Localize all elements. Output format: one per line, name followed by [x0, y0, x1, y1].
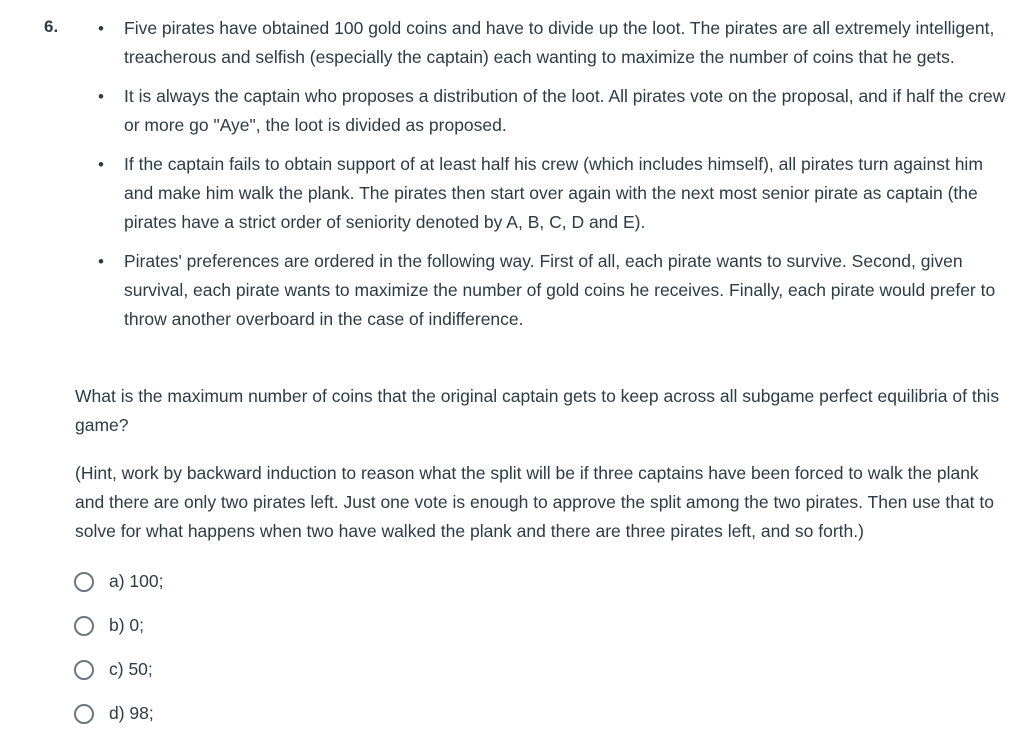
bullet-text: Pirates' preferences are ordered in the following way. First of all, each pirate wants to survive. Second, given survival, each pirate wants to maximize the number of gold coins he receives. Finally, each pirate would prefer to throw another overboard in the case of indifference. [124, 251, 996, 329]
bullet-dot-icon: • [98, 155, 104, 174]
bullet-item-2 [92, 82, 1007, 140]
answer-option-a[interactable] [74, 567, 163, 596]
answer-option-c[interactable] [74, 655, 163, 684]
answer-option-label[interactable]: c) 50; [109, 659, 153, 679]
question-hint: (Hint, work by backward induction to reason what the split will be if three captains have been forced to walk the plank and there are only two pirates left. Just one vote is enough to approve the split among the two pirates. Then use that to solve for what happens when two have walked the plank and there are three pirates left, and so forth.) [75, 463, 994, 541]
question-bullet-list [92, 14, 1007, 344]
bullet-dot-icon: • [98, 19, 104, 38]
bullet-text: Five pirates have obtained 100 gold coins and have to divide up the loot. The pirates are all extremely intelligent, treacherous and selfish (especially the captain) each wanting to maximize the number of coins that he gets. [124, 18, 995, 67]
bullet-dot-icon: • [98, 252, 104, 271]
bullet-dot-icon: • [98, 87, 104, 106]
question-number: 6. [44, 17, 59, 36]
radio-unchecked-icon[interactable] [74, 660, 94, 680]
bullet-text: It is always the captain who proposes a distribution of the loot. All pirates vote on the proposal, and if half the crew or more go "Aye", the loot is divided as proposed. [124, 86, 1006, 135]
answer-option-label[interactable]: d) 98; [109, 703, 154, 723]
bullet-item-1 [92, 14, 1007, 72]
bullet-item-4 [92, 247, 1007, 334]
answer-option-d[interactable] [74, 699, 163, 728]
answer-option-label[interactable]: a) 100; [109, 571, 164, 591]
answer-options [74, 567, 163, 743]
question-prompt: What is the maximum number of coins that the original captain gets to keep across all subgame perfect equilibria of this game? [75, 386, 1000, 435]
bullet-item-3 [92, 150, 1007, 237]
radio-unchecked-icon[interactable] [74, 572, 94, 592]
radio-unchecked-icon[interactable] [74, 704, 94, 724]
bullet-text: If the captain fails to obtain support of at least half his crew (which includes himself), all pirates turn against him and make him walk the plank. The pirates then start over again with the next most senior pirate as captain (the pirates have a strict order of seniority denoted by A, B, C, D and E). [124, 154, 983, 232]
answer-option-label[interactable]: b) 0; [109, 615, 145, 635]
radio-unchecked-icon[interactable] [74, 616, 94, 636]
answer-option-b[interactable] [74, 611, 163, 640]
